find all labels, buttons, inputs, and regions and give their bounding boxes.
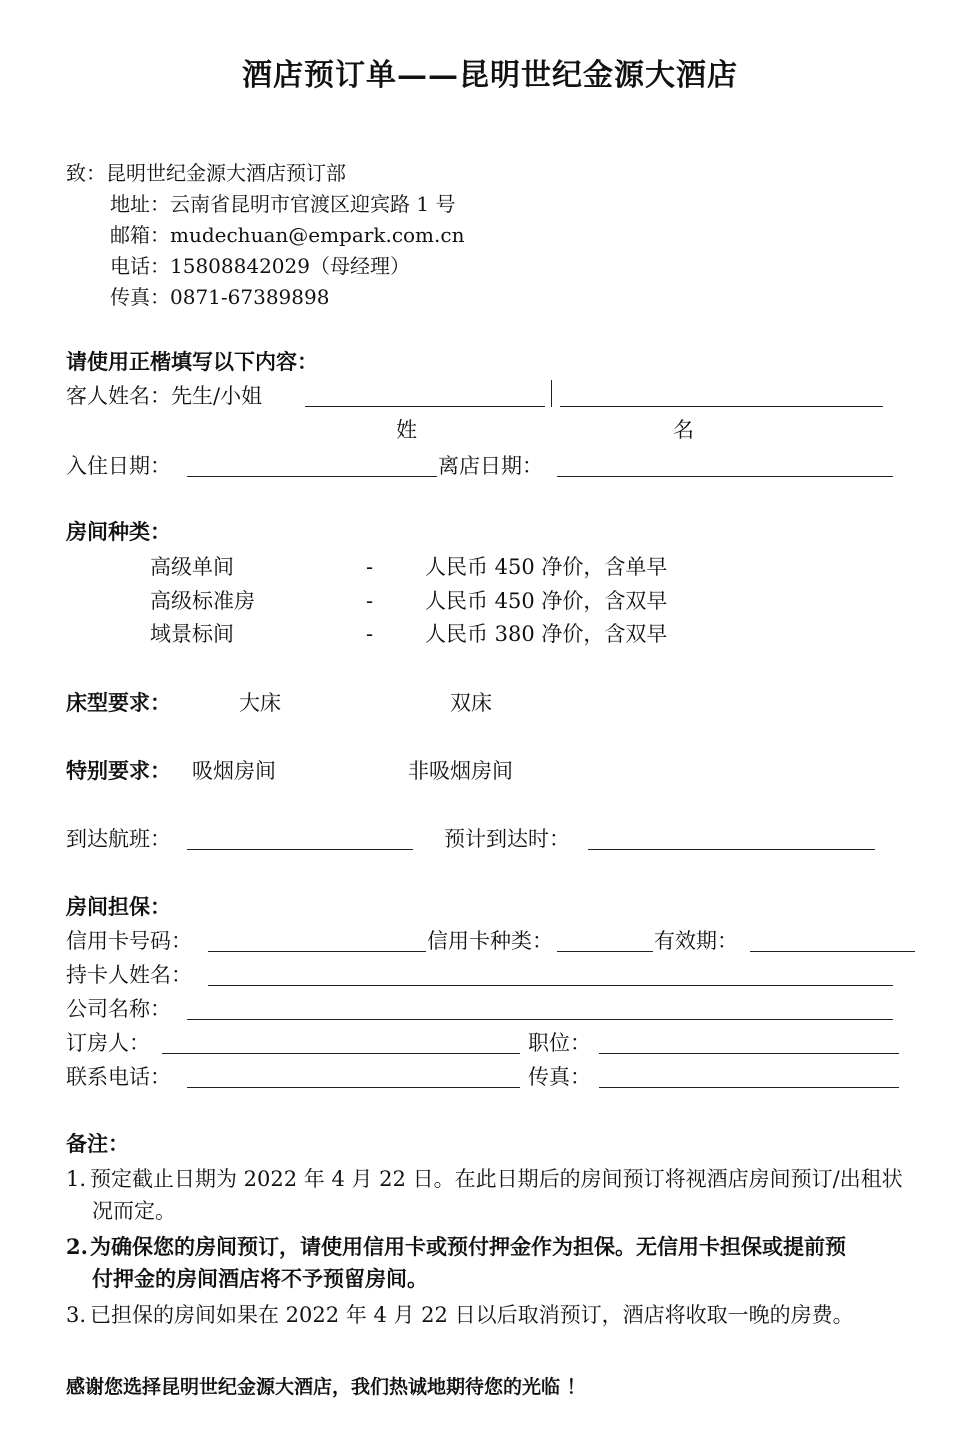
to-line (66, 160, 346, 186)
booker-field[interactable] (162, 1053, 520, 1054)
non-smoking-option[interactable]: 非吸烟房间 (408, 759, 513, 783)
room-price: 人民币 450 净价，含双早 (425, 589, 668, 613)
fax-line (110, 284, 329, 310)
special-request-label: 特别要求： (66, 758, 171, 783)
to-name: 昆明世纪金源大酒店预订部 (106, 161, 346, 185)
expiry-field[interactable] (750, 951, 915, 952)
room-name: 高级单间 (150, 555, 234, 579)
card-number-field[interactable] (208, 951, 426, 952)
arrival-time-field[interactable] (588, 849, 875, 850)
arrival-time-label: 预计到达时： (444, 827, 570, 851)
position-label: 职位： (528, 1031, 591, 1055)
room-dash: - (366, 622, 374, 646)
fax-value: 0871-67389898 (170, 285, 330, 309)
note-text: 为确保您的房间预订，请使用信用卡或预付押金作为担保。无信用卡担保或提前预 (90, 1234, 846, 1259)
note-item (66, 1299, 966, 1331)
address-label: 地址： (110, 192, 170, 216)
surname-field[interactable] (305, 406, 545, 407)
flight-label: 到达航班： (66, 827, 171, 851)
note-number: 2. (66, 1234, 88, 1259)
guest-fax-field[interactable] (599, 1087, 899, 1088)
email-label: 邮箱： (110, 223, 170, 247)
booker-label: 订房人： (66, 1031, 150, 1055)
note-text-continued: 况而定。 (92, 1199, 176, 1223)
smoking-option[interactable]: 吸烟房间 (192, 759, 276, 783)
fax-label: 传真： (110, 285, 170, 309)
room-dash: - (366, 589, 374, 613)
room-name: 高级标准房 (150, 589, 255, 613)
phone-label: 电话： (110, 254, 170, 278)
note-text: 预定截止日期为 2022 年 4 月 22 日。在此日期后的房间预订将视酒店房间预订/出租状 (90, 1167, 903, 1191)
note-item (66, 1163, 966, 1227)
given-name-caption: 名 (673, 418, 694, 442)
expiry-label: 有效期： (654, 929, 738, 953)
room-name: 域景标间 (150, 622, 234, 646)
guarantee-heading: 房间担保： (66, 894, 171, 919)
note-text-continued: 付押金的房间酒店将不予预留房间。 (92, 1266, 428, 1291)
room-price: 人民币 380 净价，含双早 (425, 622, 668, 646)
address-value: 云南省昆明市官渡区迎宾路 1 号 (170, 192, 456, 216)
room-price: 人民币 450 净价，含单早 (425, 555, 668, 579)
room-dash: - (366, 555, 374, 579)
given-name-field[interactable] (560, 406, 883, 407)
guest-name-label: 客人姓名：先生/小姐 (66, 384, 263, 408)
email-line (110, 222, 464, 248)
card-type-field[interactable] (557, 951, 653, 952)
position-field[interactable] (599, 1053, 899, 1054)
surname-caption: 姓 (396, 418, 417, 442)
guest-fax-label: 传真： (528, 1065, 591, 1089)
card-holder-field[interactable] (208, 985, 893, 986)
card-number-label: 信用卡号码： (66, 929, 192, 953)
to-label: 致： (66, 161, 106, 185)
contact-phone-label: 联系电话： (66, 1065, 171, 1089)
checkout-field[interactable] (557, 476, 893, 477)
note-text: 已担保的房间如果在 2022 年 4 月 22 日以后取消预订，酒店将收取一晚的房费。 (90, 1303, 854, 1327)
company-field[interactable] (187, 1019, 893, 1020)
checkout-label: 离店日期： (438, 454, 543, 478)
checkin-label: 入住日期： (66, 454, 171, 478)
bed-type-label: 床型要求： (66, 690, 171, 715)
note-number: 1. (66, 1167, 87, 1191)
bed-option-king[interactable]: 大床 (239, 691, 281, 715)
name-divider (551, 380, 552, 407)
flight-field[interactable] (187, 849, 413, 850)
email-value[interactable]: mudechuan@empark.com.cn (170, 223, 465, 247)
notes-heading: 备注： (66, 1131, 129, 1156)
company-label: 公司名称： (66, 997, 171, 1021)
note-number: 3. (66, 1303, 87, 1327)
bed-option-twin[interactable]: 双床 (450, 691, 492, 715)
address-line (110, 191, 455, 217)
note-item (66, 1231, 966, 1295)
phone-line (110, 253, 410, 279)
contact-phone-field[interactable] (187, 1087, 520, 1088)
card-holder-label: 持卡人姓名： (66, 963, 192, 987)
room-type-heading: 房间种类： (66, 519, 171, 544)
phone-value: 15808842029（母经理） (170, 254, 410, 278)
page-title: 酒店预订单——昆明世纪金源大酒店 (242, 58, 738, 93)
checkin-field[interactable] (187, 476, 437, 477)
footer-thanks: 感谢您选择昆明世纪金源大酒店，我们热诚地期待您的光临 ！ (66, 1376, 586, 1398)
card-type-label: 信用卡种类： (427, 929, 553, 953)
instruction-heading: 请使用正楷填写以下内容： (66, 349, 318, 374)
